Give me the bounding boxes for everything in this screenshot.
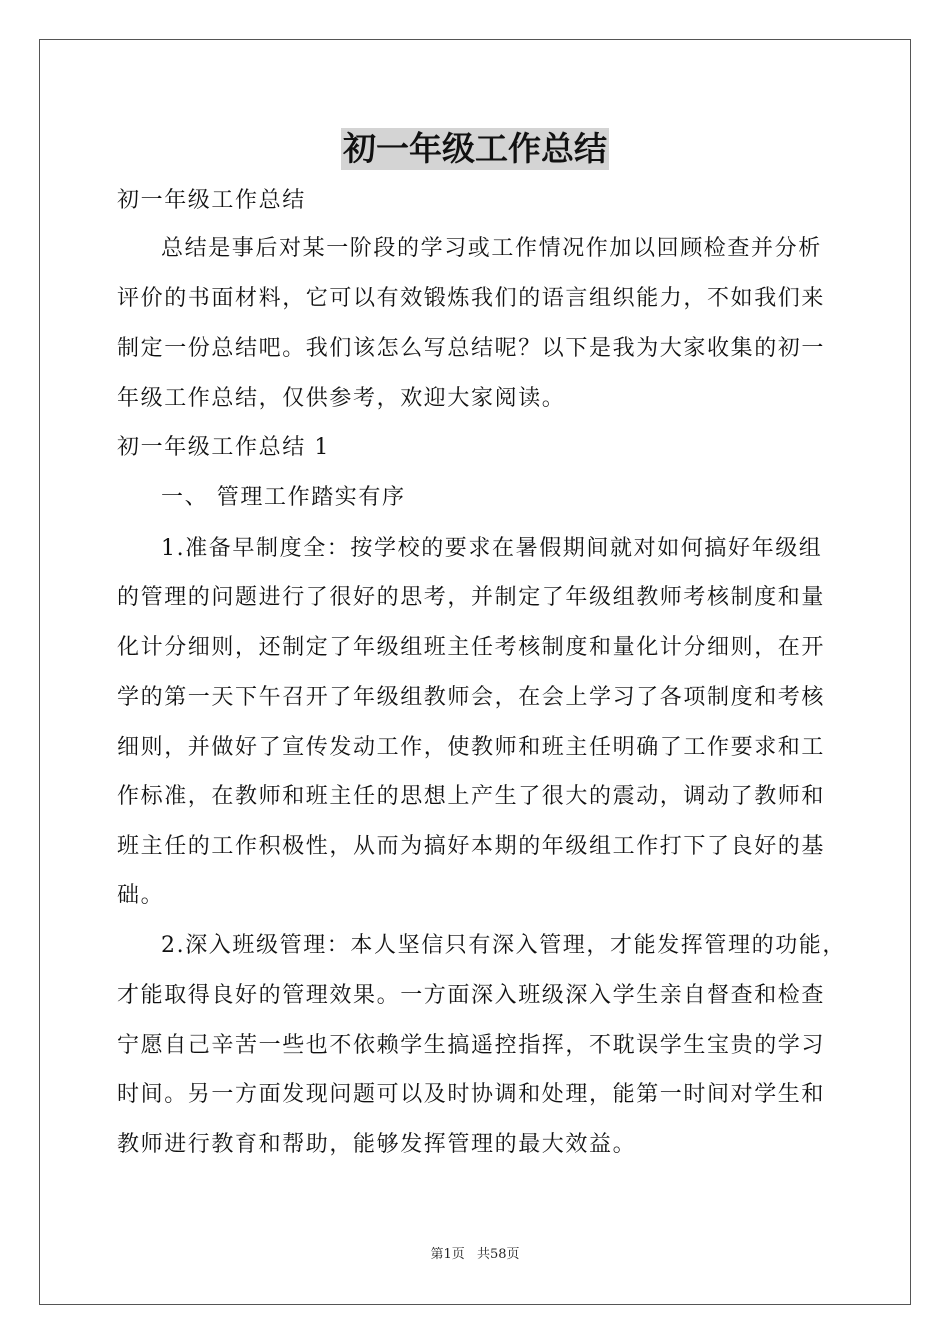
intro-line-3: 制定一份总结吧。我们该怎么写总结呢？以下是我为大家收集的初一 <box>117 336 826 361</box>
para1-line-2: 的管理的问题进行了很好的思考，并制定了年级组教师考核制度和量 <box>117 585 826 610</box>
page-border <box>39 39 911 1305</box>
page-number: 第1页 <box>430 1247 465 1262</box>
document-subtitle: 初一年级工作总结 <box>117 188 306 213</box>
document-title: 初一年级工作总结 <box>343 129 607 168</box>
para1-line-6: 作标准，在教师和班主任的思想上产生了很大的震动，调动了教师和 <box>117 784 826 809</box>
para1-line-3: 化计分细则，还制定了年级组班主任考核制度和量化计分细则，在开 <box>117 635 826 660</box>
para2-line-5: 教师进行教育和帮助，能够发挥管理的最大效益。 <box>117 1132 637 1157</box>
para2-line-4: 时间。另一方面发现问题可以及时协调和处理，能第一时间对学生和 <box>117 1082 826 1107</box>
page-footer <box>0 1246 950 1264</box>
para1-line-8: 础。 <box>117 883 165 908</box>
para1-line-5: 细则，并做好了宣传发动工作，使教师和班主任明确了工作要求和工 <box>117 735 826 760</box>
intro-line-4: 年级工作总结，仅供参考，欢迎大家阅读。 <box>117 386 566 411</box>
section-heading: 初一年级工作总结 1 <box>117 435 330 460</box>
intro-line-1: 总结是事后对某一阶段的学习或工作情况作加以回顾检查并分析 <box>161 236 822 261</box>
title-container <box>0 128 950 170</box>
para2-line-2: 才能取得良好的管理效果。一方面深入班级深入学生亲自督查和检查 <box>117 983 826 1008</box>
intro-line-2: 评价的书面材料，它可以有效锻炼我们的语言组织能力，不如我们来 <box>117 286 826 311</box>
para1-line-1: 1.准备早制度全：按学校的要求在暑假期间就对如何搞好年级组 <box>161 536 823 561</box>
subsection-heading: 一、 管理工作踏实有序 <box>161 485 406 510</box>
para1-line-4: 学的第一天下午召开了年级组教师会，在会上学习了各项制度和考核 <box>117 685 826 710</box>
total-pages: 共58页 <box>476 1247 520 1262</box>
para1-line-7: 班主任的工作积极性，从而为搞好本期的年级组工作打下了良好的基 <box>117 834 826 859</box>
para2-line-1: 2.深入班级管理：本人坚信只有深入管理，才能发挥管理的功能， <box>161 933 846 958</box>
para2-line-3: 宁愿自己辛苦一些也不依赖学生搞遥控指挥，不耽误学生宝贵的学习 <box>117 1033 826 1058</box>
